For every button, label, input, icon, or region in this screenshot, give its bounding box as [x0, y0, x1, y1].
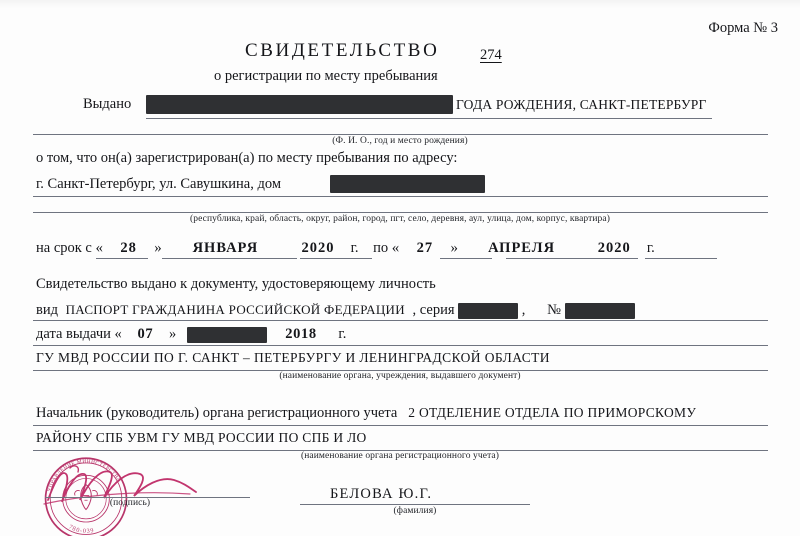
- quote-close-2: »: [450, 240, 458, 256]
- caption-issuing-authority: (наименование органа, учреждения, выдавшего документ): [279, 371, 521, 381]
- redacted-number-field: [565, 303, 635, 319]
- quote-close-3: »: [169, 326, 177, 342]
- form-number: Форма № 3: [708, 20, 778, 36]
- chief-department-line-2: РАЙОНУ СПБ УВМ ГУ МВД РОССИИ ПО СПБ И ЛО: [36, 430, 367, 445]
- rule-surname: [300, 504, 530, 505]
- term-g-1: г.: [350, 240, 359, 256]
- address-text: г. Санкт-Петербург, ул. Савушкина, дом: [36, 176, 282, 192]
- issue-date-day: 07: [137, 326, 154, 342]
- document-type-row: [36, 302, 635, 319]
- chief-label: Начальник (руководитель) органа регистрационного учета: [36, 405, 398, 421]
- caption-address: (республика, край, область, округ, район, город, пгт, село, деревня, аул, улица, дом, корпус, квартира): [189, 214, 610, 224]
- issue-date-row: [36, 326, 346, 343]
- chief-row: [36, 405, 696, 422]
- term-from-month: ЯНВАРЯ: [192, 240, 259, 256]
- issue-date-label: дата выдачи: [36, 326, 111, 342]
- redacted-issue-month-field: [187, 327, 267, 343]
- document-basis-label: Свидетельство выдано к документу, удостоверяющему личность: [36, 276, 436, 292]
- number-label: №: [547, 302, 561, 318]
- issued-birth-place: ГОДА РОЖДЕНИЯ, САНКТ-ПЕТЕРБУРГ: [456, 97, 707, 112]
- quote-open-2: «: [391, 240, 400, 256]
- seria-comma: ,: [521, 302, 526, 318]
- quote-open-3: «: [114, 326, 122, 342]
- term-to-year: 2020: [597, 240, 631, 256]
- chief-department-line-1: 2 ОТДЕЛЕНИЕ ОТДЕЛА ПО ПРИМОРСКОМУ: [408, 405, 697, 420]
- issued-label: Выдано: [83, 96, 132, 112]
- scan-edge: [0, 0, 800, 8]
- issue-date-g: г.: [338, 326, 347, 342]
- term-g-2: г.: [646, 240, 655, 256]
- rule-term-from-month: [162, 258, 297, 259]
- term-prefix: на срок с: [36, 240, 92, 256]
- quote-open-1: «: [95, 240, 103, 256]
- quote-close-1: »: [154, 240, 162, 256]
- term-po: по: [373, 240, 389, 256]
- rule-document-type: [33, 320, 768, 321]
- issuing-authority-value: ГУ МВД РОССИИ ПО Г. САНКТ – ПЕТЕРБУРГУ И ЛЕНИНГРАДСКОЙ ОБЛАСТИ: [36, 350, 550, 365]
- rule-term-from-day: [96, 258, 148, 259]
- rule-chief-1: [33, 425, 768, 426]
- caption-fio: (Ф. И. О., год и место рождения): [332, 136, 468, 146]
- official-round-stamp: [22, 452, 150, 536]
- registration-statement: о том, что он(а) зарегистрирован(а) по месту пребывания по адресу:: [36, 150, 458, 166]
- term-row: [36, 240, 655, 257]
- issue-date-year: 2018: [285, 326, 317, 342]
- term-to-day: 27: [416, 240, 434, 256]
- redacted-address-field: [330, 175, 485, 193]
- page-title: СВИДЕТЕЛЬСТВО: [245, 40, 440, 61]
- rule-issued: [146, 118, 712, 119]
- redacted-serial-field: [458, 303, 518, 319]
- official-surname: БЕЛОВА Ю.Г.: [330, 486, 433, 502]
- rule-address-2: [33, 212, 768, 213]
- rule-term-to-month: [506, 258, 638, 259]
- caption-chief-authority: (наименование органа регистрационного учета): [300, 451, 500, 461]
- rule-issue-date: [33, 345, 768, 346]
- redacted-name-field: [146, 95, 453, 114]
- seria-label: , серия: [412, 302, 455, 318]
- stamp-top-text: УПРАВЛЕНИЕ МИНИСТЕРСТВА: [46, 458, 122, 493]
- rule-address-1: [33, 196, 768, 197]
- term-to-month: АПРЕЛЯ: [488, 240, 556, 256]
- page-subtitle: о регистрации по месту пребывания: [214, 68, 438, 84]
- rule-term-to-day: [440, 258, 492, 259]
- stamp-bottom-text: 780-039: [67, 523, 96, 535]
- caption-signature: (подпись): [109, 498, 151, 508]
- certificate-number: 274: [480, 47, 502, 63]
- term-from-year: 2020: [301, 240, 335, 256]
- rule-term-from-year: [300, 258, 372, 259]
- term-from-day: 28: [120, 240, 137, 256]
- vid-label: вид: [36, 302, 58, 318]
- svg-text:780-039: [68, 523, 96, 534]
- caption-surname: (фамилия): [393, 506, 437, 516]
- rule-fio: [33, 134, 768, 135]
- document-type-value: ПАСПОРТ ГРАЖДАНИНА РОССИЙСКОЙ ФЕДЕРАЦИИ: [65, 302, 405, 317]
- rule-term-to-year: [645, 258, 717, 259]
